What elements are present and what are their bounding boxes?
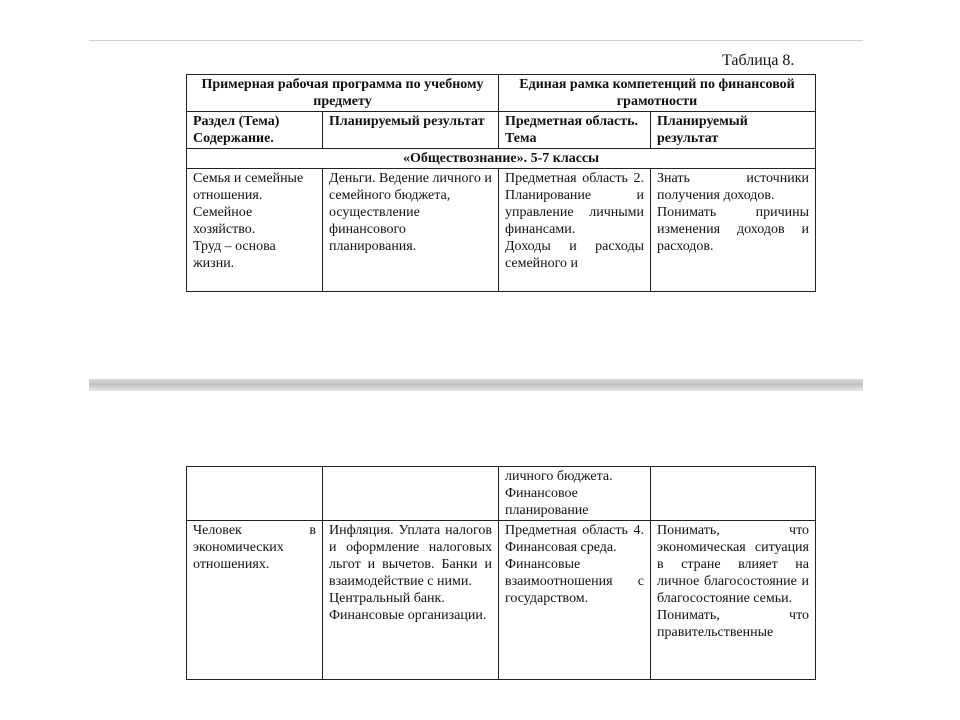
row1-subject-line: Предметная область 2. Планирование и управление личными финансами. — [505, 171, 644, 237]
row1-result-text: Деньги. Ведение личного и семейного бюджета, осуществление финансового планирования. — [329, 171, 492, 254]
row1-topic-line: Семейное хозяйство. — [193, 205, 256, 237]
table-row — [187, 467, 816, 521]
row1-result — [323, 169, 499, 292]
row1-cont-topic — [187, 467, 323, 521]
header-planned-result-2: Планируемый результат — [651, 112, 816, 149]
row1-cont-line: личного бюджета. — [505, 469, 613, 484]
page-top-rule — [89, 40, 863, 41]
row1-cont-result — [323, 467, 499, 521]
row1-subject-area — [499, 169, 651, 292]
row2-competency-line: Понимать, что экономическая ситуация в стране влияет на личное благосостояние и благосостояние семьи. — [657, 523, 809, 606]
row1-cont-line: Финансовое планирование — [505, 486, 589, 518]
table-column-header-row — [187, 112, 816, 149]
row2-subject-line: Финансовые взаимоотношения с государством. — [505, 557, 644, 606]
row2-subject-line: Предметная область 4. Финансовая среда. — [505, 523, 644, 555]
row1-topic-line: Труд – основа жизни. — [193, 239, 276, 271]
section-row — [187, 149, 816, 169]
table-group-header-row — [187, 75, 816, 112]
row1-competency-line: Знать источники получения доходов. — [657, 171, 810, 203]
row2-result-line: Финансовые организации. — [329, 608, 487, 623]
row2-competency-line: Понимать, что правительственные — [657, 608, 809, 640]
competency-table-part-2 — [186, 466, 816, 680]
row2-subject-area — [499, 521, 651, 680]
header-planned-result: Планируемый результат — [323, 112, 499, 149]
table-caption: Таблица 8. — [722, 52, 795, 69]
row1-competency-result — [651, 169, 816, 292]
row2-result — [323, 521, 499, 680]
row2-topic — [187, 521, 323, 680]
page-break-gap — [89, 379, 863, 391]
row1-subject-line: Доходы и расходы семейного и — [505, 239, 644, 271]
row2-topic-text: Человек в экономических отношениях. — [193, 523, 316, 572]
table-row — [187, 521, 816, 680]
row1-topic — [187, 169, 323, 292]
competency-table-part-1 — [186, 74, 816, 292]
header-competency-framework: Единая рамка компетенций по финансовой грамотности — [499, 75, 816, 112]
row2-competency-result — [651, 521, 816, 680]
header-subject-area: Предметная область. Тема — [499, 112, 651, 149]
row1-cont-competency — [651, 467, 816, 521]
row1-competency-line: Понимать причины изменения доходов и расходов. — [657, 205, 810, 254]
row1-topic-line: Семья и семейные отношения. — [193, 171, 304, 203]
section-title: «Обществознание». 5-7 классы — [187, 149, 816, 169]
header-program: Примерная рабочая программа по учебному предмету — [187, 75, 499, 112]
row2-result-line: Инфляция. Уплата налогов и оформление налоговых льгот и вычетов. Банки и взаимодействие с ними. — [329, 523, 492, 589]
row2-result-line: Центральный банк. — [329, 591, 445, 606]
row1-cont-subject-area — [499, 467, 651, 521]
table-row — [187, 169, 816, 292]
header-section-topic: Раздел (Тема) Содержание. — [187, 112, 323, 149]
